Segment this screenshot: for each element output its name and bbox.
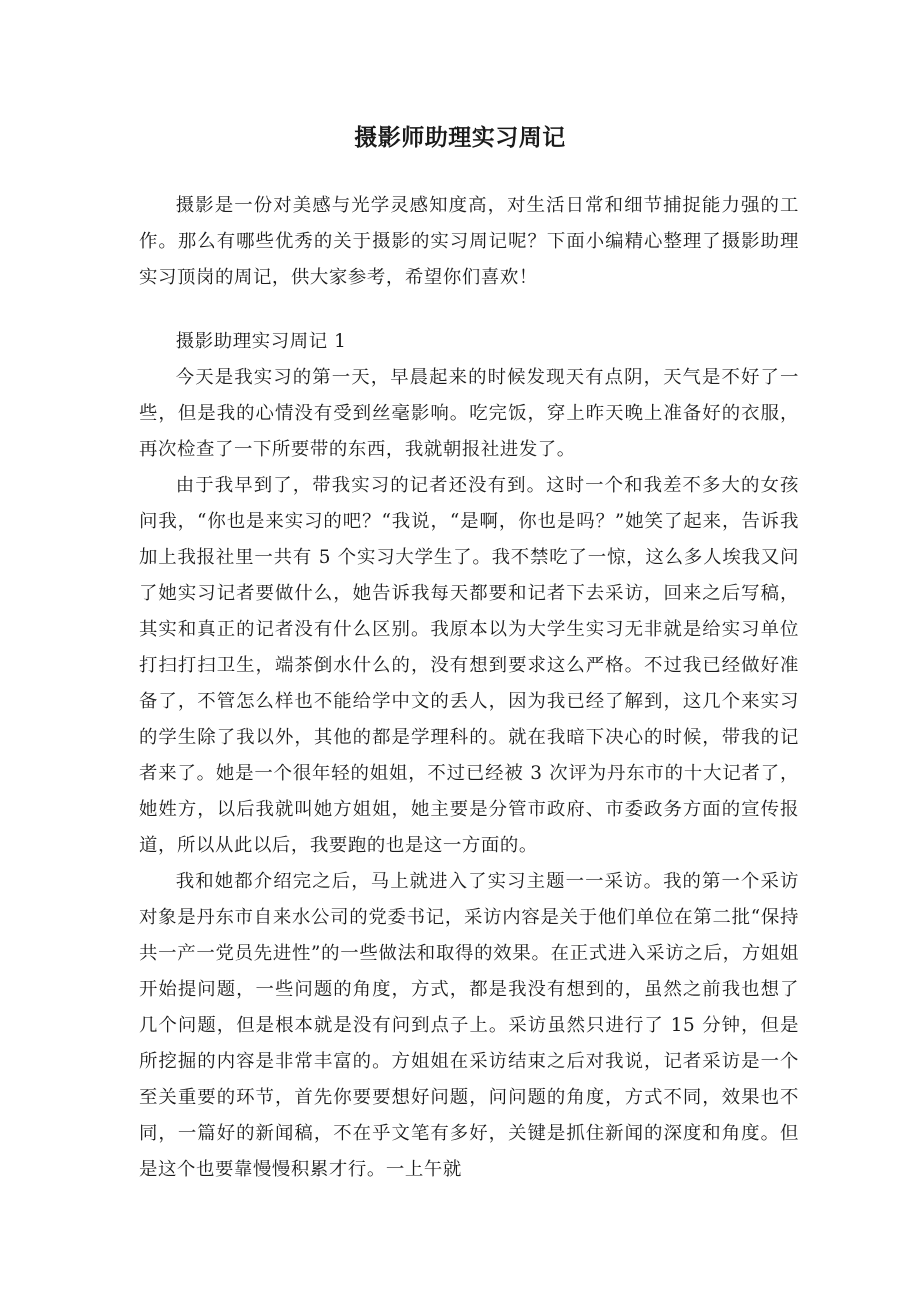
intro-text: 摄影是一份对美感与光学灵感知度高，对生活日常和细节捕捉能力强的工作。那么有哪些优秀的关于摄影的实习周记呢？下面小编精心整理了摄影助理实习顶岗的周记，供大家参考，希望你们喜欢！ xyxy=(139,195,799,288)
section-1 xyxy=(139,324,799,1188)
paragraph-1: 今天是我实习的第一天，早晨起来的时候发现天有点阴，天气是不好了一些，但是我的心情没有受到丝毫影响。吃完饭，穿上昨天晚上准备好的衣服，再次检查了一下所要带的东西，我就朝报社进发了。 xyxy=(139,367,799,460)
document-title: 摄影师助理实习周记 xyxy=(354,125,566,151)
section-heading: 摄影助理实习周记 1 xyxy=(175,331,347,352)
paragraph-3: 我和她都介绍完之后，马上就进入了实习主题一一采访。我的第一个采访对象是丹东市自来水公司的党委书记，采访内容是关于他们单位在第二批“保持共一产一党员先进性”的一些做法和取得的效果。在正式进入采访之后，方姐姐开始提问题，一些问题的角度，方式，都是我没有想到的，虽然之前我也想了几个问题，但是根本就是没有问到点子上。采访虽然只进行了 15 分钟，但是所挖掘的内容是非常丰富的。方姐姐在采访结束之后对我说，记者采访是一个至关重要的环节，首先你要要想好问题，问问题的角度，方式不同，效果也不同，一篇好的新闻稿，不在乎文笔有多好，关键是抓住新闻的深度和角度。但是这个也要靠慢慢积累才行。一上午就 xyxy=(139,871,799,1180)
intro-paragraph xyxy=(139,188,799,296)
paragraph-2: 由于我早到了，带我实习的记者还没有到。这时一个和我差不多大的女孩问我，“你也是来实习的吧？“我说，“是啊，你也是吗？”她笑了起来，告诉我加上我报社里一共有 5 个实习大学生了。我不禁吃了一惊，这么多人埃我又问了她实习记者要做什么，她告诉我每天都要和记者下去采访，回来之后写稿，其实和真正的记者没有什么区别。我原本以为大学生实习无非就是给实习单位打扫打扫卫生，端茶倒水什么的，没有想到要求这么严格。不过我已经做好准备了，不管怎么样也不能给学中文的丢人，因为我已经了解到，这几个来实习的学生除了我以外，其他的都是学理科的。就在我暗下决心的时候，带我的记者来了。她是一个很年轻的姐姐，不过已经被 3 次评为丹东市的十大记者了，她姓方，以后我就叫她方姐姐，她主要是分管市政府、市委政务方面的宣传报道，所以从此以后，我要跑的也是这一方面的。 xyxy=(139,475,799,856)
